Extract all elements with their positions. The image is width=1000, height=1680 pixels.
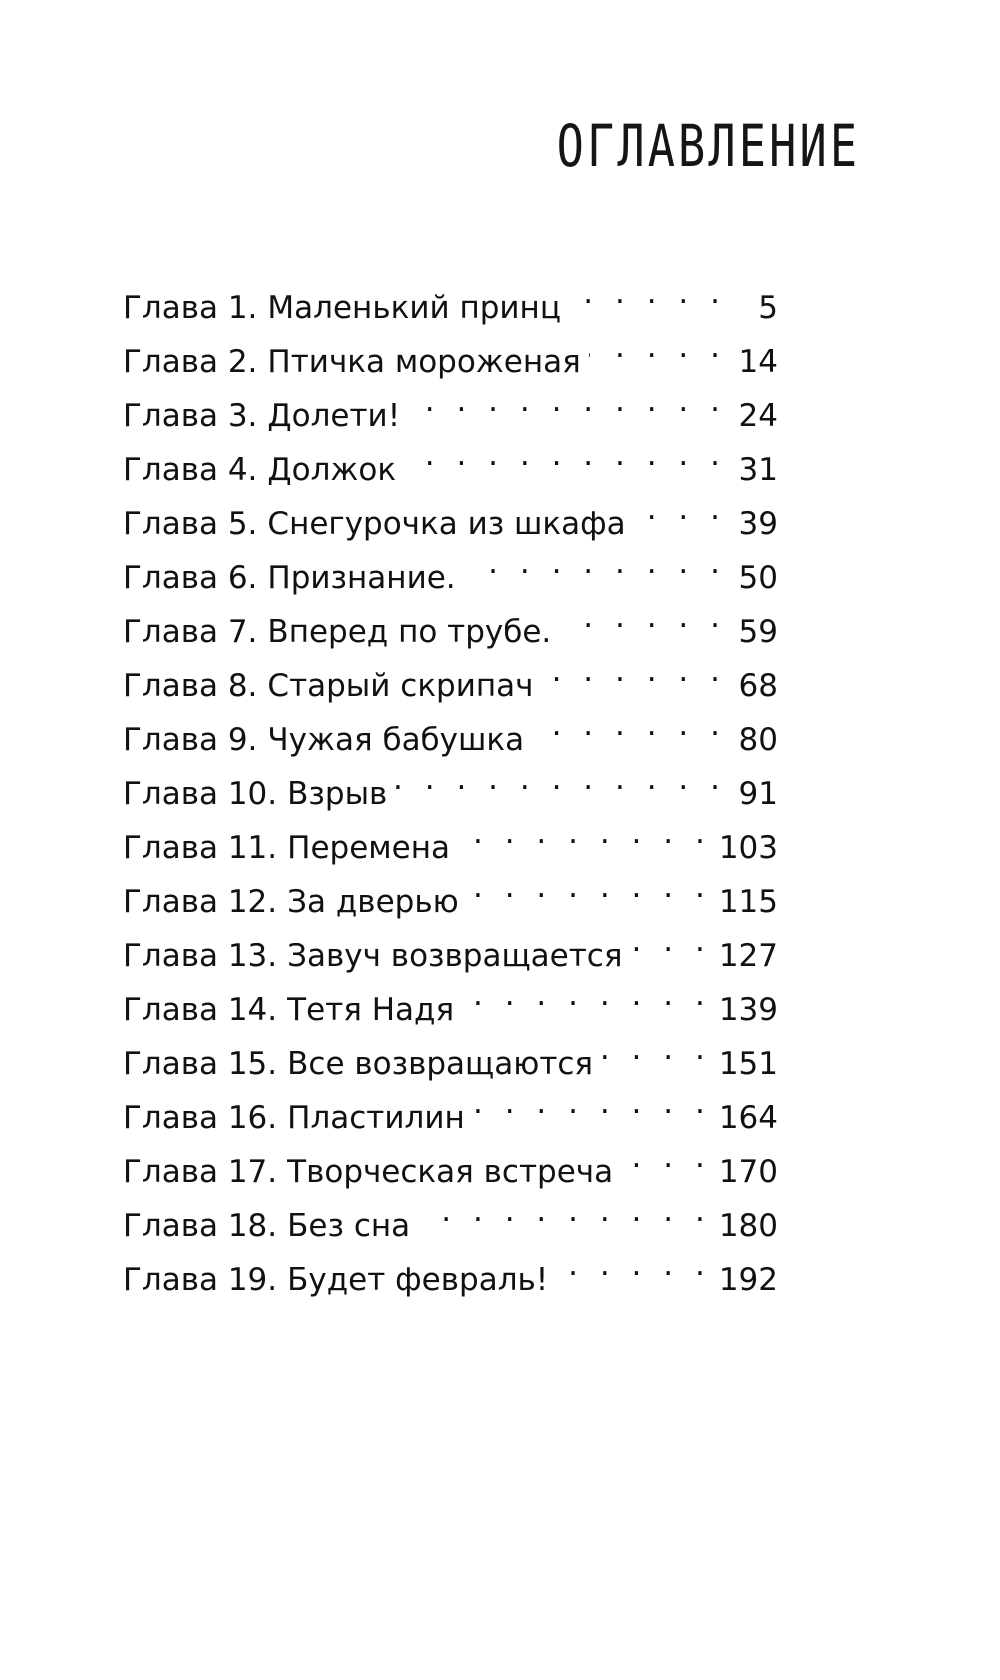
entry-chapter-number: Глава 7.: [123, 614, 258, 650]
dot-leader: [467, 881, 711, 912]
dot-leader: [464, 557, 726, 588]
toc-entry: [123, 443, 778, 497]
entry-label: [123, 875, 459, 929]
entry-label: [123, 389, 400, 443]
dot-leader: [532, 719, 726, 750]
entry-page-number: 115: [718, 884, 778, 920]
entry-chapter-number: Глава 6.: [123, 560, 258, 596]
toc-entry: [123, 713, 778, 767]
entry-label: [123, 1199, 410, 1253]
entry-chapter-number: Глава 12.: [123, 884, 278, 920]
entry-label: [123, 281, 561, 335]
entry-label: [123, 659, 533, 713]
entry-page-number: 24: [738, 398, 778, 434]
entry-label: [123, 497, 626, 551]
entry-label: [123, 443, 396, 497]
entry-chapter-number: Глава 10.: [123, 776, 278, 812]
dot-leader: [404, 449, 726, 480]
entry-page-number: 164: [718, 1100, 778, 1136]
entry-label: [123, 551, 456, 605]
toc-entry: [123, 929, 778, 983]
entry-label: [123, 767, 387, 821]
dot-leader: [569, 287, 726, 318]
dot-leader: [556, 1259, 711, 1290]
toc-entry: [123, 335, 778, 389]
entry-chapter-number: Глава 19.: [123, 1262, 278, 1298]
toc-list: [123, 281, 778, 1307]
entry-label: [123, 1037, 593, 1091]
entry-label: [123, 929, 622, 983]
entry-page-number: 31: [738, 452, 778, 488]
toc-entry: [123, 659, 778, 713]
entry-label: [123, 335, 581, 389]
entry-chapter-number: Глава 15.: [123, 1046, 278, 1082]
entry-page-number: 50: [738, 560, 778, 596]
dot-leader: [589, 341, 726, 372]
entry-page-number: 91: [738, 776, 778, 812]
entry-label: [123, 713, 524, 767]
entry-title: Маленький принц: [267, 290, 561, 326]
entry-chapter-number: Глава 4.: [123, 452, 258, 488]
entry-title: Вперед по трубе.: [267, 614, 552, 650]
entry-label: [123, 983, 454, 1037]
entry-page-number: 127: [718, 938, 778, 974]
entry-title: Завуч возвращается: [287, 938, 623, 974]
entry-chapter-number: Глава 16.: [123, 1100, 278, 1136]
entry-title: Пластилин: [287, 1100, 465, 1136]
dot-leader: [601, 1043, 711, 1074]
entry-title: За дверью: [287, 884, 459, 920]
entry-title: Без сна: [287, 1208, 411, 1244]
entry-chapter-number: Глава 9.: [123, 722, 258, 758]
toc-entry: [123, 875, 778, 929]
toc-entry: [123, 1253, 778, 1307]
dot-leader: [458, 827, 711, 858]
entry-title: Будет февраль!: [287, 1262, 549, 1298]
toc-entry: [123, 1091, 778, 1145]
entry-title: Признание.: [267, 560, 456, 596]
entry-label: [123, 1091, 465, 1145]
entry-chapter-number: Глава 1.: [123, 290, 258, 326]
toc-entry: [123, 389, 778, 443]
entry-page-number: 103: [718, 830, 778, 866]
entry-chapter-number: Глава 3.: [123, 398, 258, 434]
toc-entry: [123, 1199, 778, 1253]
entry-page-number: 5: [758, 290, 778, 326]
entry-page-number: 39: [738, 506, 778, 542]
entry-chapter-number: Глава 11.: [123, 830, 278, 866]
entry-label: [123, 605, 551, 659]
entry-chapter-number: Глава 17.: [123, 1154, 278, 1190]
entry-chapter-number: Глава 8.: [123, 668, 258, 704]
dot-leader: [630, 935, 710, 966]
toc-entry: [123, 1145, 778, 1199]
entry-page-number: 192: [718, 1262, 778, 1298]
entry-chapter-number: Глава 2.: [123, 344, 258, 380]
entry-title: Старый скрипач: [267, 668, 534, 704]
entry-chapter-number: Глава 18.: [123, 1208, 278, 1244]
entry-title: Снегурочка из шкафа: [267, 506, 626, 542]
entry-page-number: 68: [738, 668, 778, 704]
entry-page-number: 151: [718, 1046, 778, 1082]
toc-entry: [123, 821, 778, 875]
dot-leader: [541, 665, 726, 696]
entry-page-number: 59: [738, 614, 778, 650]
toc-entry: [123, 983, 778, 1037]
entry-label: [123, 1253, 548, 1307]
entry-title: Взрыв: [287, 776, 388, 812]
toc-entry: [123, 767, 778, 821]
entry-title: Все возвращаются: [287, 1046, 594, 1082]
entry-title: Тетя Надя: [287, 992, 455, 1028]
dot-leader: [634, 503, 726, 534]
entry-title: Чужая бабушка: [267, 722, 525, 758]
entry-title: Должок: [267, 452, 397, 488]
toc-heading: ОГЛАВЛЕНИЕ: [556, 112, 860, 180]
dot-leader: [395, 773, 726, 804]
entry-chapter-number: Глава 13.: [123, 938, 278, 974]
entry-page-number: 170: [718, 1154, 778, 1190]
entry-title: Долети!: [267, 398, 401, 434]
dot-leader: [621, 1151, 711, 1182]
entry-chapter-number: Глава 14.: [123, 992, 278, 1028]
toc-entry: [123, 497, 778, 551]
toc-entry: [123, 281, 778, 335]
entry-page-number: 14: [738, 344, 778, 380]
entry-page-number: 180: [718, 1208, 778, 1244]
dot-leader: [408, 395, 726, 426]
entry-title: Творческая встреча: [287, 1154, 614, 1190]
entry-label: [123, 1145, 613, 1199]
entry-chapter-number: Глава 5.: [123, 506, 258, 542]
entry-title: Перемена: [287, 830, 450, 866]
dot-leader: [473, 1097, 711, 1128]
toc-entry: [123, 1037, 778, 1091]
dot-leader: [559, 611, 726, 642]
toc-entry: [123, 605, 778, 659]
entry-page-number: 139: [718, 992, 778, 1028]
dot-leader: [462, 989, 711, 1020]
toc-entry: [123, 551, 778, 605]
entry-title: Птичка мороженая: [267, 344, 581, 380]
dot-leader: [418, 1205, 711, 1236]
entry-page-number: 80: [738, 722, 778, 758]
entry-label: [123, 821, 450, 875]
